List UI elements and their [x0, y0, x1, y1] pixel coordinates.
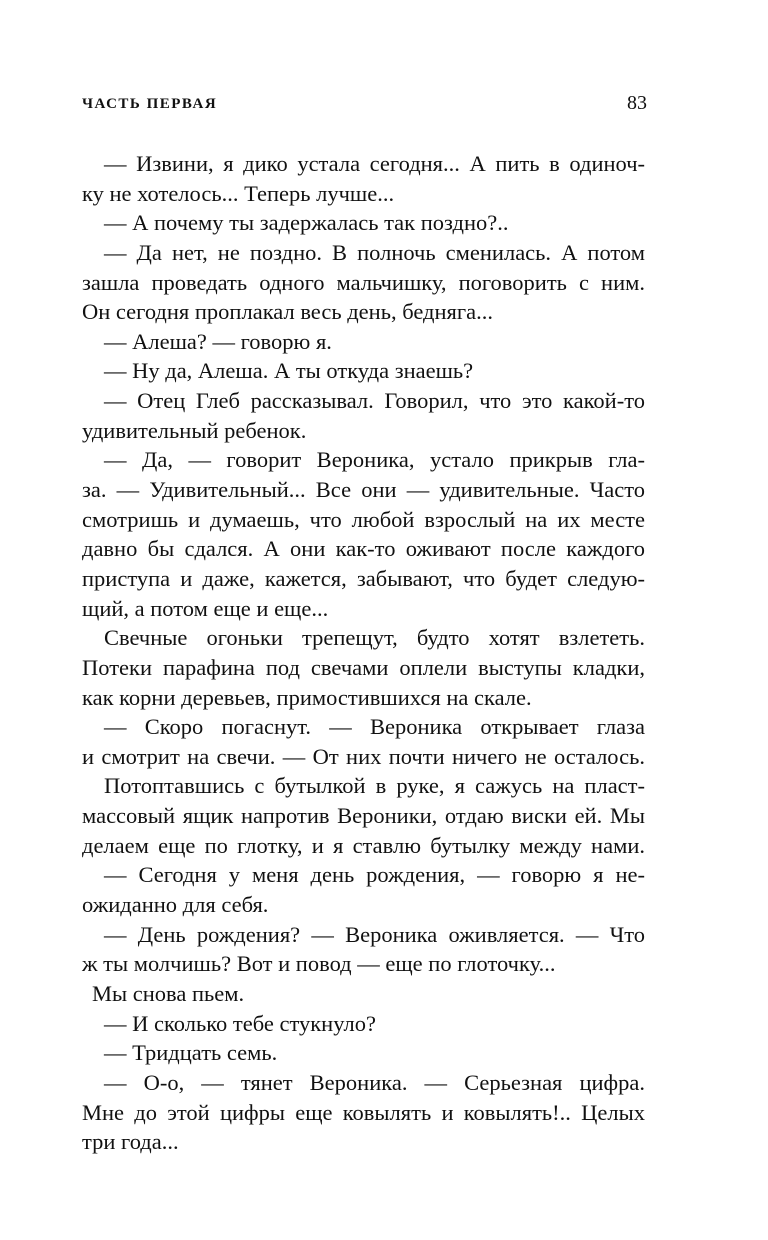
text-line: ж ты молчишь? Вот и повод — еще по глоточку... [82, 951, 556, 977]
text-line: — Извини, я дико устала сегодня... А пить в одиноч- [104, 151, 645, 176]
text-line: смотришь и думаешь, что любой взрослый на их месте [82, 506, 645, 532]
text-line: делаем еще по глотку, и я ставлю бутылку между нами. [82, 832, 645, 858]
text-line: три года... [82, 1129, 179, 1155]
text-line: — Да, — говорит Вероника, устало прикрыв гла- [104, 447, 645, 473]
text-line: Мне до этой цифры еще ковылять и ковылять!.. Целых [82, 1099, 645, 1125]
page-number: 83 [627, 92, 647, 114]
text-line: — А почему ты задержалась так поздно?.. [104, 210, 509, 236]
text-line: Потеки парафина под свечами оплели выступы кладки, [82, 654, 645, 680]
text-line: Он сегодня проплакал весь день, бедняга... [82, 299, 493, 325]
text-line: как корни деревьев, примостившихся на скале. [82, 684, 532, 710]
text-line: — О-о, — тянет Вероника. — Серьезная цифра. [104, 1069, 645, 1095]
text-line: — День рождения? — Вероника оживляется. — Что [104, 921, 645, 947]
text-line: — Да нет, не поздно. В полночь сменилась. А потом [104, 239, 645, 265]
text-line: — Отец Глеб рассказывал. Говорил, что это какой-то [104, 388, 645, 414]
text-line: приступа и даже, кажется, забывают, что будет следую- [82, 565, 645, 591]
text-line: — Алеша? — говорю я. [104, 328, 332, 354]
text-line: — Тридцать семь. [104, 1040, 278, 1066]
text-line: Свечные огоньки трепещут, будто хотят взлететь. [104, 625, 645, 651]
text-line: давно бы сдался. А они как-то оживают после каждого [82, 536, 645, 562]
text-line: — Сегодня у меня день рождения, — говорю я не- [104, 862, 645, 888]
text-line: зашла проведать одного мальчишку, поговорить с ним. [82, 269, 645, 295]
running-head-title: ЧАСТЬ ПЕРВАЯ [82, 96, 218, 112]
text-line: щий, а потом еще и еще... [82, 595, 329, 621]
text-line: — Скоро погаснут. — Вероника открывает глаза [104, 714, 645, 740]
text-line: удивительный ребенок. [82, 417, 307, 443]
text-line: — Ну да, Алеша. А ты откуда знаешь? [104, 358, 474, 384]
body-text [82, 149, 645, 1157]
text-line: и смотрит на свечи. — От них почти ничего не осталось. [82, 743, 645, 769]
text-line: — И сколько тебе стукнуло? [104, 1010, 376, 1036]
text-line: ку не хотелось... Теперь лучше... [82, 180, 395, 206]
text-line: ожиданно для себя. [82, 892, 269, 918]
text-line: Потоптавшись с бутылкой в руке, я сажусь на пласт- [104, 773, 645, 799]
text-line: Мы снова пьем. [92, 980, 245, 1006]
text-line: массовый ящик напротив Вероники, отдаю виски ей. Мы [82, 803, 645, 829]
text-line: за. — Удивительный... Все они — удивительные. Часто [82, 477, 645, 503]
